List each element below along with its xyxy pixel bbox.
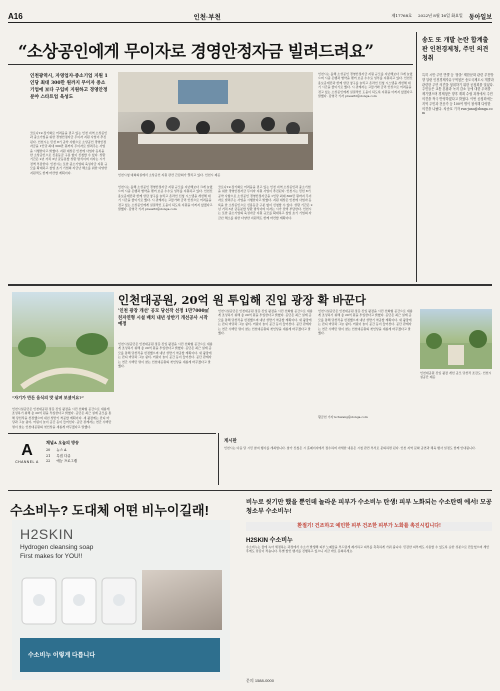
ad-right-contact: 문의 1588-0000 bbox=[246, 678, 274, 683]
channel-label: CHANNEL A bbox=[15, 460, 39, 464]
story1-lead: 인천광역시, 자영업자·중소기업 지원 1인당 최대 300만 원까지 무이자 중소기업에 보다 구입비 지원하고 경영안정 분야 스타트업 육성도 bbox=[30, 74, 108, 100]
ad-product-name: Hydrogen cleansing soap bbox=[20, 544, 94, 551]
schedule-row: 21 특집 다큐 bbox=[46, 453, 71, 458]
channel-title: 채널A 오늘의 방송 bbox=[46, 440, 79, 445]
schedule-row: 22 예능 프로그램 bbox=[46, 459, 78, 463]
schedule-row: 20 뉴스 A bbox=[46, 448, 67, 452]
story3-quote: “자기가 만든 음식의 맛 살펴 보셨어요?” bbox=[12, 395, 84, 400]
issue-date: 2022년 8월 16일 화요일 bbox=[417, 13, 463, 18]
plaza-rendering-image bbox=[420, 309, 492, 369]
park-rendering-image bbox=[12, 292, 114, 392]
divider bbox=[8, 64, 413, 65]
story1-body-col4: 인천시는 올해 소상공인 경영안정자금 지원 규모를 지난해보다 크게 늘렸으며 시중 은행과 협약을 맺어 보증 수수료 일부를 지원하고 있다. 인천신용보증재단과 함께 상담 창구를 늘리고 온라인 신청 시스템을 개선해 대기 시간을 줄이기로 했다. 시 관계자는 고물가와 금리 인상으로 어려움을 겪고 있는 소상공인에게 실질적인 도움이 되도록 지원을 아끼지 않겠다고 말했다. 김영국 기자 press82@donga.com bbox=[318, 72, 413, 99]
story3-subheadline: '인천 광장 개선' 공모 당선작 선정 1만7000㎡ 친자연형 시설 배치 내년 상반기 개선공사 시작 예정 bbox=[118, 309, 209, 327]
story1-body-col2: 인천시는 올해 소상공인 경영안정자금 지원 규모를 지난해보다 크게 늘렸으며 시중 은행과 협약을 맺어 보증 수수료 일부를 지원하고 있다. 인천신용보증재단과 함께 상담 창구를 늘리고 온라인 신청 시스템을 개선해 대기 시간을 줄이기로 했다. 시 관계자는 고물가와 금리 인상으로 어려움을 겪고 있는 소상공인에게 실질적인 도움이 되도록 지원을 아끼지 않겠다고 말했다. 김영국 기자 press82@donga.com bbox=[118, 185, 213, 212]
meeting-photo-image bbox=[118, 72, 313, 170]
issue-number: 제17768호 bbox=[391, 13, 412, 18]
story2-body: 특히 시민·주민 반발 등 '참을' 제한문화 관련 추진방향 알린 인천경제자유구역청은 송도국제도시 개발과 관련한 주민 의견을 청취하기 위한 공청회를 열었다. 주민들은 교통 혼잡과 녹지 감소 등에 대한 우려를 제기했으며 경제청은 향후 계획 수립 과정에서 주민 의견을 적극 반영하겠다고 밝혔다. 이번 공청회에는 지역 주민과 전문가 등 100여 명이 참석해 다양한 의견을 나눴다. 차준호 기자 run-juno@donga.com bbox=[422, 73, 494, 116]
story3-headline: 인천대공원, 20억 원 투입해 진입 광장 확 바꾼다 bbox=[118, 293, 366, 307]
story2-title: 송도 또 개발 논란 합계출판 인천경제청, 주민 의견 청취 bbox=[422, 37, 489, 62]
channel-schedule bbox=[46, 448, 212, 465]
notice-title: 게시판 bbox=[224, 439, 237, 444]
ad-right-highlight: 환절기! 건조하고 예민한 피부 건조한 피부가 노화를 촉진시킵니다! bbox=[246, 522, 492, 531]
ad-right-body: 수소비누는 물에 녹아 세정하는 과정에서 수소가 발생해 피부 노폐물을 부드럽게 제거하고 피부를 촉촉하게 가꿔 줍니다. 민감한 피부에도 사용할 수 있도록 순한 성분으로 만들었으며 세안 후에도 당김이 적습니다. 특별 할인 행사를 진행하고 있으니 지금 바로 문의하세요. bbox=[246, 545, 490, 554]
column-divider bbox=[416, 32, 417, 282]
newspaper-brand: 동아일보 bbox=[468, 13, 492, 21]
soap-product-image bbox=[20, 570, 140, 630]
story1-body-col3: 코로나19 장기화로 어려움을 겪고 있는 인천 지역 소상공인과 중소기업을 위한 경영안정자금 무이자 지원 사업이 추진된다. 인천시는 민선 8기 공약 사항으로 소상공인 경영안정자금을 1인당 최대 300만 원까지 무이자로 빌려주는 사업을 시행한다고 밝혔다. 지원 대상은 인천에 사업자 등록을 한 소상공인으로 신용등급 구분 없이 신청할 수 있다. 상환 기간은 2년 거치 3년 균등분할 상환 방식이며 이자는 시가 전액 부담한다. 인천시는 또한 중소기업의 육성자금 지원 규모를 확대하고 창업 초기 기업의 자금난 해소를 위한 다양한 지원책도 함께 마련할 계획이다. bbox=[218, 185, 313, 220]
story3-body: 인천시설공단은 인천대공원 정문 진입 광장을 시민 친화형 공간으로 새롭게 조성하기 위해 총 20억 원을 투입한다고 밝혔다. 공단은 최근 설계 공모를 통해 당선작을 선정했으며 내년 상반기 착공할 계획이다. 새 광장에는 잔디 마당과 그늘 쉼터, 어린이 놀이 공간 등이 들어선다. 공단 관계자는 연간 수백만 명이 찾는 인천대공원의 첫인상을 새롭게 바꾸겠다고 말했다. bbox=[118, 342, 213, 369]
ad-model-image bbox=[142, 570, 222, 630]
story1-photo bbox=[118, 72, 313, 170]
ad-tagline: First makes for YOU!! bbox=[20, 553, 83, 560]
ad-brand-logo: H2SKIN bbox=[20, 526, 74, 542]
channel-logo bbox=[12, 442, 42, 478]
story3-photo bbox=[12, 292, 114, 392]
story3-photo2 bbox=[420, 309, 492, 369]
section-title: 인천·부천 bbox=[193, 13, 221, 21]
ad-left-headline: 수소비누? 도대체 어떤 비누이길래! bbox=[10, 503, 209, 518]
column-divider bbox=[218, 433, 219, 485]
ad-banner bbox=[20, 638, 220, 672]
page-header bbox=[8, 10, 492, 23]
story3-photo-caption: 인천대공원 진입 광장 개선 공모 당선작 조감도. 인천시설공단 제공 bbox=[420, 371, 492, 379]
ad-right-brand: H2SKIN 수소비누 bbox=[246, 538, 293, 544]
story3-byline: 황금천 기자 kchwang@donga.com bbox=[318, 415, 368, 419]
ad-left-panel bbox=[12, 520, 230, 680]
story3-quote-body: 인천시설공단은 인천대공원 정문 진입 광장을 시민 친화형 공간으로 새롭게 조성하기 위해 총 20억 원을 투입한다고 밝혔다. 공단은 최근 설계 공모를 통해 당선작을 선정했으며 내년 상반기 착공할 계획이다. 새 광장에는 잔디 마당과 그늘 쉼터, 어린이 놀이 공간 등이 들어선다. 공단 관계자는 연간 수백만 명이 찾는 인천대공원의 첫인상을 새롭게 바꾸겠다고 말했다. bbox=[12, 407, 112, 429]
ad-divider bbox=[8, 490, 492, 491]
page-number: A16 bbox=[8, 11, 23, 21]
section-divider bbox=[8, 284, 492, 286]
story3-body-col2: 인천시설공단은 인천대공원 정문 진입 광장을 시민 친화형 공간으로 새롭게 조성하기 위해 총 20억 원을 투입한다고 밝혔다. 공단은 최근 설계 공모를 통해 당선작을 선정했으며 내년 상반기 착공할 계획이다. 새 광장에는 잔디 마당과 그늘 쉼터, 어린이 놀이 공간 등이 들어선다. 공단 관계자는 연간 수백만 명이 찾는 인천대공원의 첫인상을 새롭게 바꾸겠다고 말했다. bbox=[218, 309, 313, 336]
story1-photo-caption: 인천시청 대회의실에서 소상공인 지원 관련 간담회가 열리고 있다. 인천시 제공 bbox=[118, 173, 221, 177]
notice-body: 인천시는 다음 달 시민 참여 행사를 개최합니다. 참가 신청은 시 홈페이지에서 접수하며 자세한 내용은 시청 관련 부서로 문의하면 된다. 인천 지역 문화 공연과 체육 행사 일정도 함께 안내됩니다. bbox=[224, 446, 476, 450]
story3-body-col3: 인천시설공단은 인천대공원 정문 진입 광장을 시민 친화형 공간으로 새롭게 조성하기 위해 총 20억 원을 투입한다고 밝혔다. 공단은 최근 설계 공모를 통해 당선작을 선정했으며 내년 상반기 착공할 계획이다. 새 광장에는 잔디 마당과 그늘 쉼터, 어린이 놀이 공간 등이 들어선다. 공단 관계자는 연간 수백만 명이 찾는 인천대공원의 첫인상을 새롭게 바꾸겠다고 말했다. bbox=[318, 309, 413, 336]
ad-right-headline: 비누로 씻기만 했을 뿐인데 놀라운 피부가 수소비누 탄생! 피부 노화되는 수소탄력 에서! 모공 청소부 수소비누! bbox=[246, 499, 492, 515]
story1-headline: “소상공인에게 무이자로 경영안정자금 빌려드려요” bbox=[18, 42, 374, 61]
divider bbox=[8, 433, 216, 434]
story1-body: 코로나19 장기화로 어려움을 겪고 있는 인천 지역 소상공인과 중소기업을 위한 경영안정자금 무이자 지원 사업이 추진된다. 인천시는 민선 8기 공약 사항으로 소상공인 경영안정자금을 1인당 최대 300만 원까지 무이자로 빌려주는 사업을 시행한다고 밝혔다. 지원 대상은 인천에 사업자 등록을 한 소상공인으로 신용등급 구분 없이 신청할 수 있다. 상환 기간은 2년 거치 3년 균등분할 상환 방식이며 이자는 시가 전액 부담한다. 인천시는 또한 중소기업의 육성자금 지원 규모를 확대하고 창업 초기 기업의 자금난 해소를 위한 다양한 지원책도 함께 마련할 계획이다. bbox=[30, 131, 108, 175]
ad-banner-text: 수소비누 이렇게 다릅니다 bbox=[28, 653, 96, 659]
channel-a-icon: A bbox=[21, 442, 33, 459]
